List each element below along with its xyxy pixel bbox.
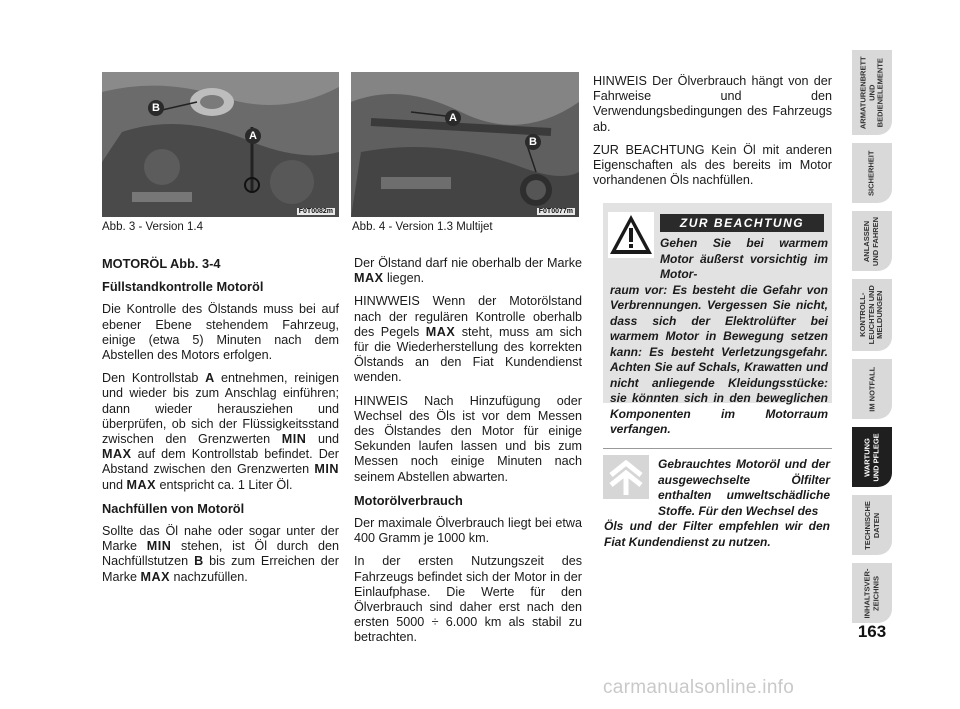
tab-wartung-und-pflege[interactable]: WARTUNG UND PFLEGE	[852, 427, 892, 487]
tab-inhaltsverzeichnis[interactable]: INHALTSVER- ZEICHNIS	[852, 563, 892, 623]
figure-caption: Abb. 4 - Version 1.3 Multijet	[352, 221, 493, 233]
paragraph: HINWEIS Der Ölverbrauch hängt von der Fahrweise und den Verwendungsbedingungen des Fahrzeugs ab.	[593, 74, 832, 134]
tab-sicherheit[interactable]: SICHERHEIT	[852, 143, 892, 203]
engine-photo-1-4	[102, 72, 339, 217]
column-middle	[354, 256, 582, 654]
tab-technische-daten[interactable]: TECHNISCHE DATEN	[852, 495, 892, 555]
engine-photo-art	[102, 72, 339, 217]
paragraph: Der Ölstand darf nie oberhalb der Marke MAX liegen.	[354, 256, 582, 286]
tab-anlassen[interactable]: ANLASSEN UND FAHREN	[852, 211, 892, 271]
chapter-tabs	[852, 50, 892, 618]
callout-a-badge: A	[245, 128, 261, 144]
environment-note: Gebrauchtes Motoröl und der ausgewechselte Ölfilter enthalten umweltschädliche Stoffe. Für den Wechsel des Öls und der Filter empfehlen wir den Fiat Kundendienst zu nutzen.	[604, 457, 830, 549]
engine-photo-1-3-multijet	[351, 72, 579, 217]
divider	[603, 448, 832, 449]
watermark: carmanualsonline.info	[603, 677, 795, 698]
callout-b-badge: B	[148, 100, 164, 116]
tab-kontrollleuchten[interactable]: KONTROLL- LEUCHTEN UND MELDUNGEN	[852, 279, 892, 351]
tab-im-notfall[interactable]: IM NOTFALL	[852, 359, 892, 419]
paragraph: Der maximale Ölverbrauch liegt bei etwa 400 Gramm je 1000 km.	[354, 516, 582, 546]
tab-armaturenbrett[interactable]: ARMATURENBRETT UND BEDIENELEMENTE	[852, 50, 892, 135]
section-subtitle: Füllstandkontrolle Motoröl	[102, 279, 264, 295]
paragraph: ZUR BEACHTUNG Kein Öl mit anderen Eigenschaften als des bereits im Motor vorhandenen Öls nachfüllen.	[593, 142, 832, 188]
section-subtitle: Nachfüllen von Motoröl	[102, 500, 245, 516]
paragraph: Sollte das Öl nahe oder sogar unter der Marke MIN stehen, ist Öl durch den Nachfüllstutzen B bis zum Erreichen der Marke MAX nachzufüllen.	[102, 524, 339, 584]
callout-a-badge: A	[445, 110, 461, 126]
paragraph: In der ersten Nutzungszeit des Fahrzeugs befindet sich der Motor in der Einlaufphase. Die Werte für den Ölverbrauch sind daher erst nach den ersten 5000 ÷ 6.000 km als stabil zu betrachten.	[354, 554, 582, 645]
callout-b-badge: B	[525, 134, 541, 150]
section-subtitle: Motorölverbrauch	[354, 492, 463, 508]
page-number: 163	[857, 622, 887, 641]
column-right	[593, 74, 832, 196]
figure-code: F0T0082m	[298, 208, 333, 215]
paragraph: Den Kontrollstab A entnehmen, reinigen und wieder bis zum Anschlag einführen; dann wieder herausziehen und überprüfen, ob sich der Flüssigkeitsstand zwischen den Grenzwerten MIN und MAX auf dem Kontrollstab befindet. Der Abstand zwischen den Grenzwerten MIN und MAX entspricht ca. 1 Liter Öl.	[102, 371, 340, 492]
figure-code: F0T0077m	[538, 208, 573, 215]
column-left	[102, 256, 339, 593]
paragraph: HINWWEIS Wenn der Motorölstand nach der regulären Kontrolle oberhalb des Pegels MAX steht, muss am sich für die Wiederherstellung des korrekten Ölstands an den Fiat Kundendienst wenden.	[354, 294, 582, 385]
warning-title: ZUR BEACHTUNG	[660, 214, 824, 232]
paragraph: HINWEIS Nach Hinzufügung oder Wechsel des Öls ist vor dem Messen des Ölstandes den Motor für einige Sekunden laufen lassen und bis zum Messen noch einige Minuten nach seinem Abstellen abwarten.	[354, 393, 582, 484]
section-title: MOTORÖL Abb. 3-4	[102, 256, 221, 271]
figure-caption: Abb. 3 - Version 1.4	[102, 221, 204, 233]
engine-photo-art	[351, 72, 579, 217]
paragraph: Die Kontrolle des Ölstands muss bei auf ebener Ebene stehendem Fahrzeug, einige (etwa 5) Minuten nach dem Abstellen des Motors erfolgen.	[102, 302, 339, 363]
warning-text: Gehen Sie bei warmem Motor äußerst vorsichtig im Motor- raum vor: Es besteht die Gefahr von Verbrennungen. Vergessen Sie nicht, dass sich der Elektrolüfter bei warmem Motor in Bewegung setzen kann: Es besteht Verletzungsgefahr. Achten Sie auf Schals, Krawatten und nicht anliegende Kleidungsstücke: sie könnten sich in den beweglichen Komponenten im Motorraum verfangen.	[610, 236, 828, 436]
